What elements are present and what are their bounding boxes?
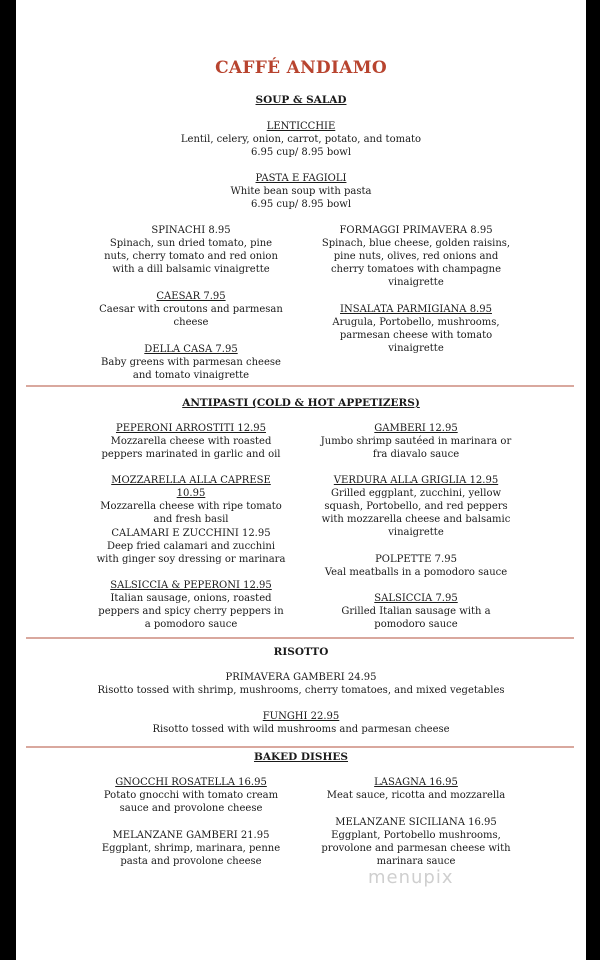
item-desc: White bean soup with pasta [230,186,372,197]
menu-item-mozzarella-caprese [96,474,286,526]
item-desc: Spinach, sun dried tomato, pine nuts, cherry tomato and red onion with a dill balsamic vinaigrette [104,238,278,275]
item-name: SALSICCIA & PEPERONI 12.95 [110,580,272,591]
item-name: FORMAGGI PRIMAVERA 8.95 [339,225,493,236]
watermark: menupix [368,867,454,888]
item-price: 6.95 cup/ 8.95 bowl [250,147,352,158]
item-name: MELANZANE GAMBERI 21.95 [112,830,270,841]
item-name: DELLA CASA 7.95 [144,344,238,355]
menu-item-pasta-fagioli [16,172,586,211]
item-name: GNOCCHI ROSATELLA 16.95 [115,777,267,788]
item-name: PASTA E FAGIOLI [255,173,347,184]
menu-item-funghi [16,710,586,736]
menu-item-salsiccia-peperoni [96,579,286,631]
item-name: INSALATA PARMIGIANA 8.95 [340,304,492,315]
item-desc: Meat sauce, ricotta and mozzarella [326,790,506,801]
menu-item-lasagna [316,776,516,802]
item-desc: Jumbo shrimp sautéed in marinara or fra diavalo sauce [320,436,512,460]
item-name: SALSICCIA 7.95 [374,593,458,604]
section-title-risotto: RISOTTO [273,646,329,658]
menu-item-gamberi [316,422,516,461]
restaurant-title: CAFFÉ ANDIAMO [215,58,387,78]
menu-item-lenticchie [16,120,586,159]
section-divider [26,385,574,387]
item-name: VERDURA ALLA GRIGLIA 12.95 [333,475,499,486]
item-name: GAMBERI 12.95 [374,423,458,434]
menu-item-caesar [96,290,286,329]
menu-item-insalata-parmigiana [316,303,516,355]
item-desc: Eggplant, Portobello mushrooms, provolone and parmesan cheese with marinara sauce [321,830,511,867]
menu-item-spinachi [96,224,286,276]
item-price: 6.95 cup/ 8.95 bowl [250,199,352,210]
menu-item-melanzane-gamberi [96,829,286,868]
section-divider [26,637,574,639]
item-name: CALAMARI E ZUCCHINI 12.95 [111,528,271,539]
item-name: MOZZARELLA ALLA CAPRESE 10.95 [111,475,271,499]
item-desc: Risotto tossed with wild mushrooms and parmesan cheese [152,724,450,735]
item-name: LENTICCHIE [266,121,336,132]
item-desc: Veal meatballs in a pomodoro sauce [324,567,508,578]
item-desc: Baby greens with parmesan cheese and tomato vinaigrette [101,357,281,381]
item-desc: Mozzarella cheese with ripe tomato and fresh basil [100,501,282,525]
menu-item-polpette [316,553,516,579]
item-desc: Arugula, Portobello, mushrooms, parmesan cheese with tomato vinaigrette [332,317,500,354]
item-desc: Mozzarella cheese with roasted peppers marinated in garlic and oil [101,436,281,460]
item-desc: Potato gnocchi with tomato cream sauce and provolone cheese [103,790,279,814]
section-title-antipasti: ANTIPASTI (COLD & HOT APPETIZERS) [182,397,420,409]
menu-item-salsiccia [316,592,516,631]
menu-item-verdura-griglia [316,474,516,539]
item-desc: Italian sausage, onions, roasted peppers and spicy cherry peppers in a pomodoro sauce [98,593,284,630]
item-desc: Deep fried calamari and zucchini with ginger soy dressing or marinara [96,541,286,565]
section-title-baked: BAKED DISHES [253,751,349,763]
item-desc: Caesar with croutons and parmesan cheese [99,304,283,328]
item-desc: Grilled Italian sausage with a pomodoro sauce [341,606,491,630]
menu-page [16,0,586,960]
item-name: CAESAR 7.95 [156,291,226,302]
item-desc: Spinach, blue cheese, golden raisins, pine nuts, olives, red onions and cherry tomatoes with champagne vinaigrette [321,238,511,288]
item-desc: Risotto tossed with shrimp, mushrooms, cherry tomatoes, and mixed vegetables [97,685,505,696]
menu-item-gnocchi-rosatella [96,776,286,815]
section-divider [26,746,574,748]
item-name: POLPETTE 7.95 [375,554,457,565]
menu-item-della-casa [96,343,286,382]
menu-item-primavera-gamberi [16,671,586,697]
section-title-soup-salad: SOUP & SALAD [255,94,347,106]
item-name: PEPERONI ARROSTITI 12.95 [115,423,267,434]
item-name: MELANZANE SICILIANA 16.95 [335,817,497,828]
menu-item-formaggi-primavera [316,224,516,289]
item-desc: Lentil, celery, onion, carrot, potato, and tomato [180,134,422,145]
item-name: SPINACHI 8.95 [151,225,231,236]
item-name: FUNGHI 22.95 [262,711,340,722]
menu-item-melanzane-siciliana [316,816,516,868]
menu-item-peperoni-arrostiti [96,422,286,461]
item-name: PRIMAVERA GAMBERI 24.95 [225,672,377,683]
item-desc: Grilled eggplant, zucchini, yellow squash, Portobello, and red peppers with mozzarella cheese and balsamic vinaigrette [321,488,511,538]
item-name: LASAGNA 16.95 [374,777,458,788]
menu-item-calamari-zucchini [96,527,286,566]
item-desc: Eggplant, shrimp, marinara, penne pasta and provolone cheese [101,843,281,867]
